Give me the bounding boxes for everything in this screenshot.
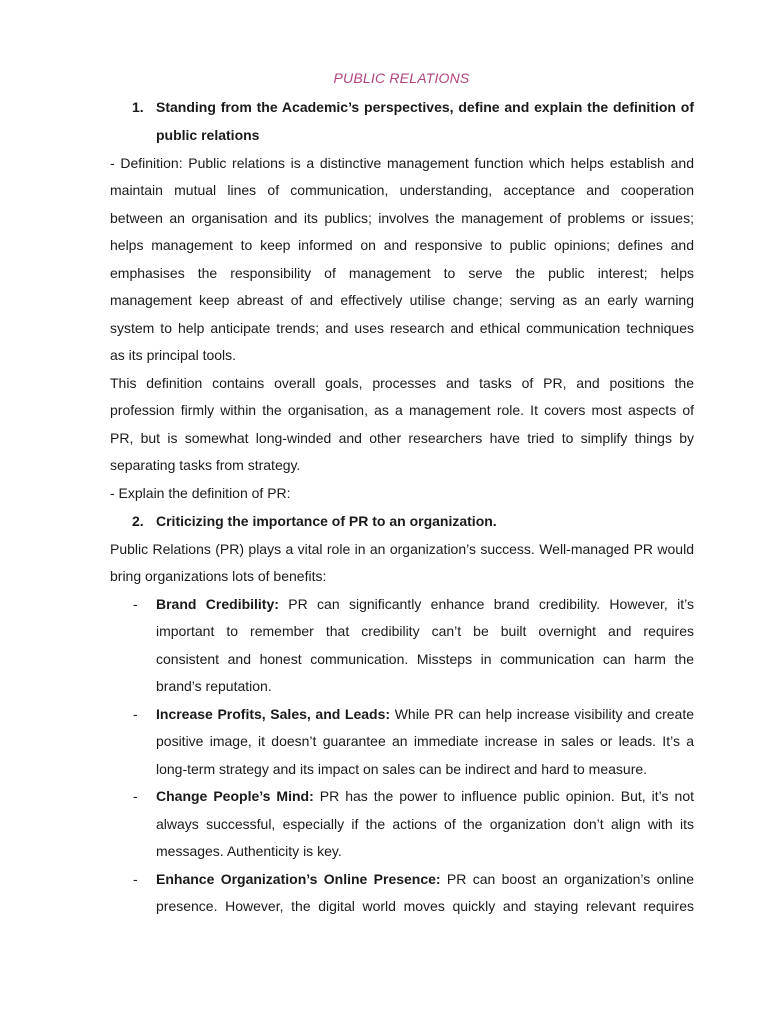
definition-line: system to help anticipate trends; and uses research and ethical communication techniques: [110, 320, 694, 336]
bullet-line: messages. Authenticity is key.: [156, 843, 342, 859]
question-2-number: 2.: [132, 513, 144, 529]
intro-line: bring organizations lots of benefits:: [110, 568, 327, 584]
bullet-text: PR can significantly enhance brand credibility. However, it’s: [278, 596, 694, 612]
definition-line: emphasises the responsibility of management to serve the public interest; helps: [110, 265, 694, 281]
bullet-heading: Change People’s Mind:: [156, 788, 314, 804]
bullet-dash: -: [133, 596, 138, 612]
question-2-heading: Criticizing the importance of PR to an organization.: [156, 513, 497, 529]
intro-line: Public Relations (PR) plays a vital role in an organization’s success. Well-managed PR would: [110, 541, 694, 557]
paragraph-line: This definition contains overall goals, processes and tasks of PR, and positions the: [110, 375, 694, 391]
question-1-number: 1.: [132, 99, 144, 115]
definition-line: helps management to keep informed on and responsive to public opinions; defines and: [110, 237, 694, 253]
bullet-dash: -: [133, 706, 138, 722]
bullet-online-presence: [156, 869, 694, 889]
paragraph-line: PR, but is somewhat long-winded and other researchers have tried to simplify things by: [110, 430, 694, 446]
definition-line: as its principal tools.: [110, 347, 237, 363]
paragraph-line: profession firmly within the organisation, as a management role. It covers most aspects of: [110, 402, 694, 418]
bullet-change-minds: [156, 786, 694, 806]
document-title: PUBLIC RELATIONS: [333, 70, 470, 86]
bullet-text: PR can boost an organization’s online: [440, 871, 694, 887]
bullet-increase-profits: [156, 704, 694, 724]
bullet-line: always successful, especially if the actions of the organization don’t align with its: [156, 816, 694, 832]
question-1-heading-line-1: Standing from the Academic’s perspectives, define and explain the definition of: [156, 99, 694, 115]
bullet-line: presence. However, the digital world moves quickly and staying relevant requires: [156, 898, 694, 914]
bullet-line: positive image, it doesn’t guarantee an immediate increase in sales or leads. It’s a: [156, 733, 694, 749]
definition-line: management keep abreast of and effectively utilise change; serving as an early warning: [110, 292, 694, 308]
definition-line: - Definition: Public relations is a distinctive management function which helps establish and: [110, 155, 694, 171]
bullet-dash: -: [133, 788, 138, 804]
bullet-heading: Increase Profits, Sales, and Leads:: [156, 706, 391, 722]
definition-line: maintain mutual lines of communication, understanding, acceptance and cooperation: [110, 182, 694, 198]
bullet-text: PR has the power to influence public opinion. But, it’s not: [313, 788, 694, 804]
bullet-heading: Enhance Organization’s Online Presence:: [156, 871, 441, 887]
bullet-dash: -: [133, 871, 138, 887]
definition-line: between an organisation and its publics; involves the management of problems or issues;: [110, 210, 694, 226]
paragraph-line: separating tasks from strategy.: [110, 457, 301, 473]
question-1-heading-line-2: public relations: [156, 127, 260, 143]
bullet-brand-credibility: [156, 594, 694, 614]
bullet-text: While PR can help increase visibility and create: [394, 706, 694, 722]
explain-line: - Explain the definition of PR:: [110, 485, 291, 501]
bullet-heading: Brand Credibility:: [156, 596, 279, 612]
bullet-line: important to remember that credibility can’t be built overnight and requires: [156, 623, 694, 639]
bullet-line: long-term strategy and its impact on sales can be indirect and hard to measure.: [156, 761, 648, 777]
bullet-line: brand’s reputation.: [156, 678, 272, 694]
bullet-line: consistent and honest communication. Missteps in communication can harm the: [156, 651, 694, 667]
